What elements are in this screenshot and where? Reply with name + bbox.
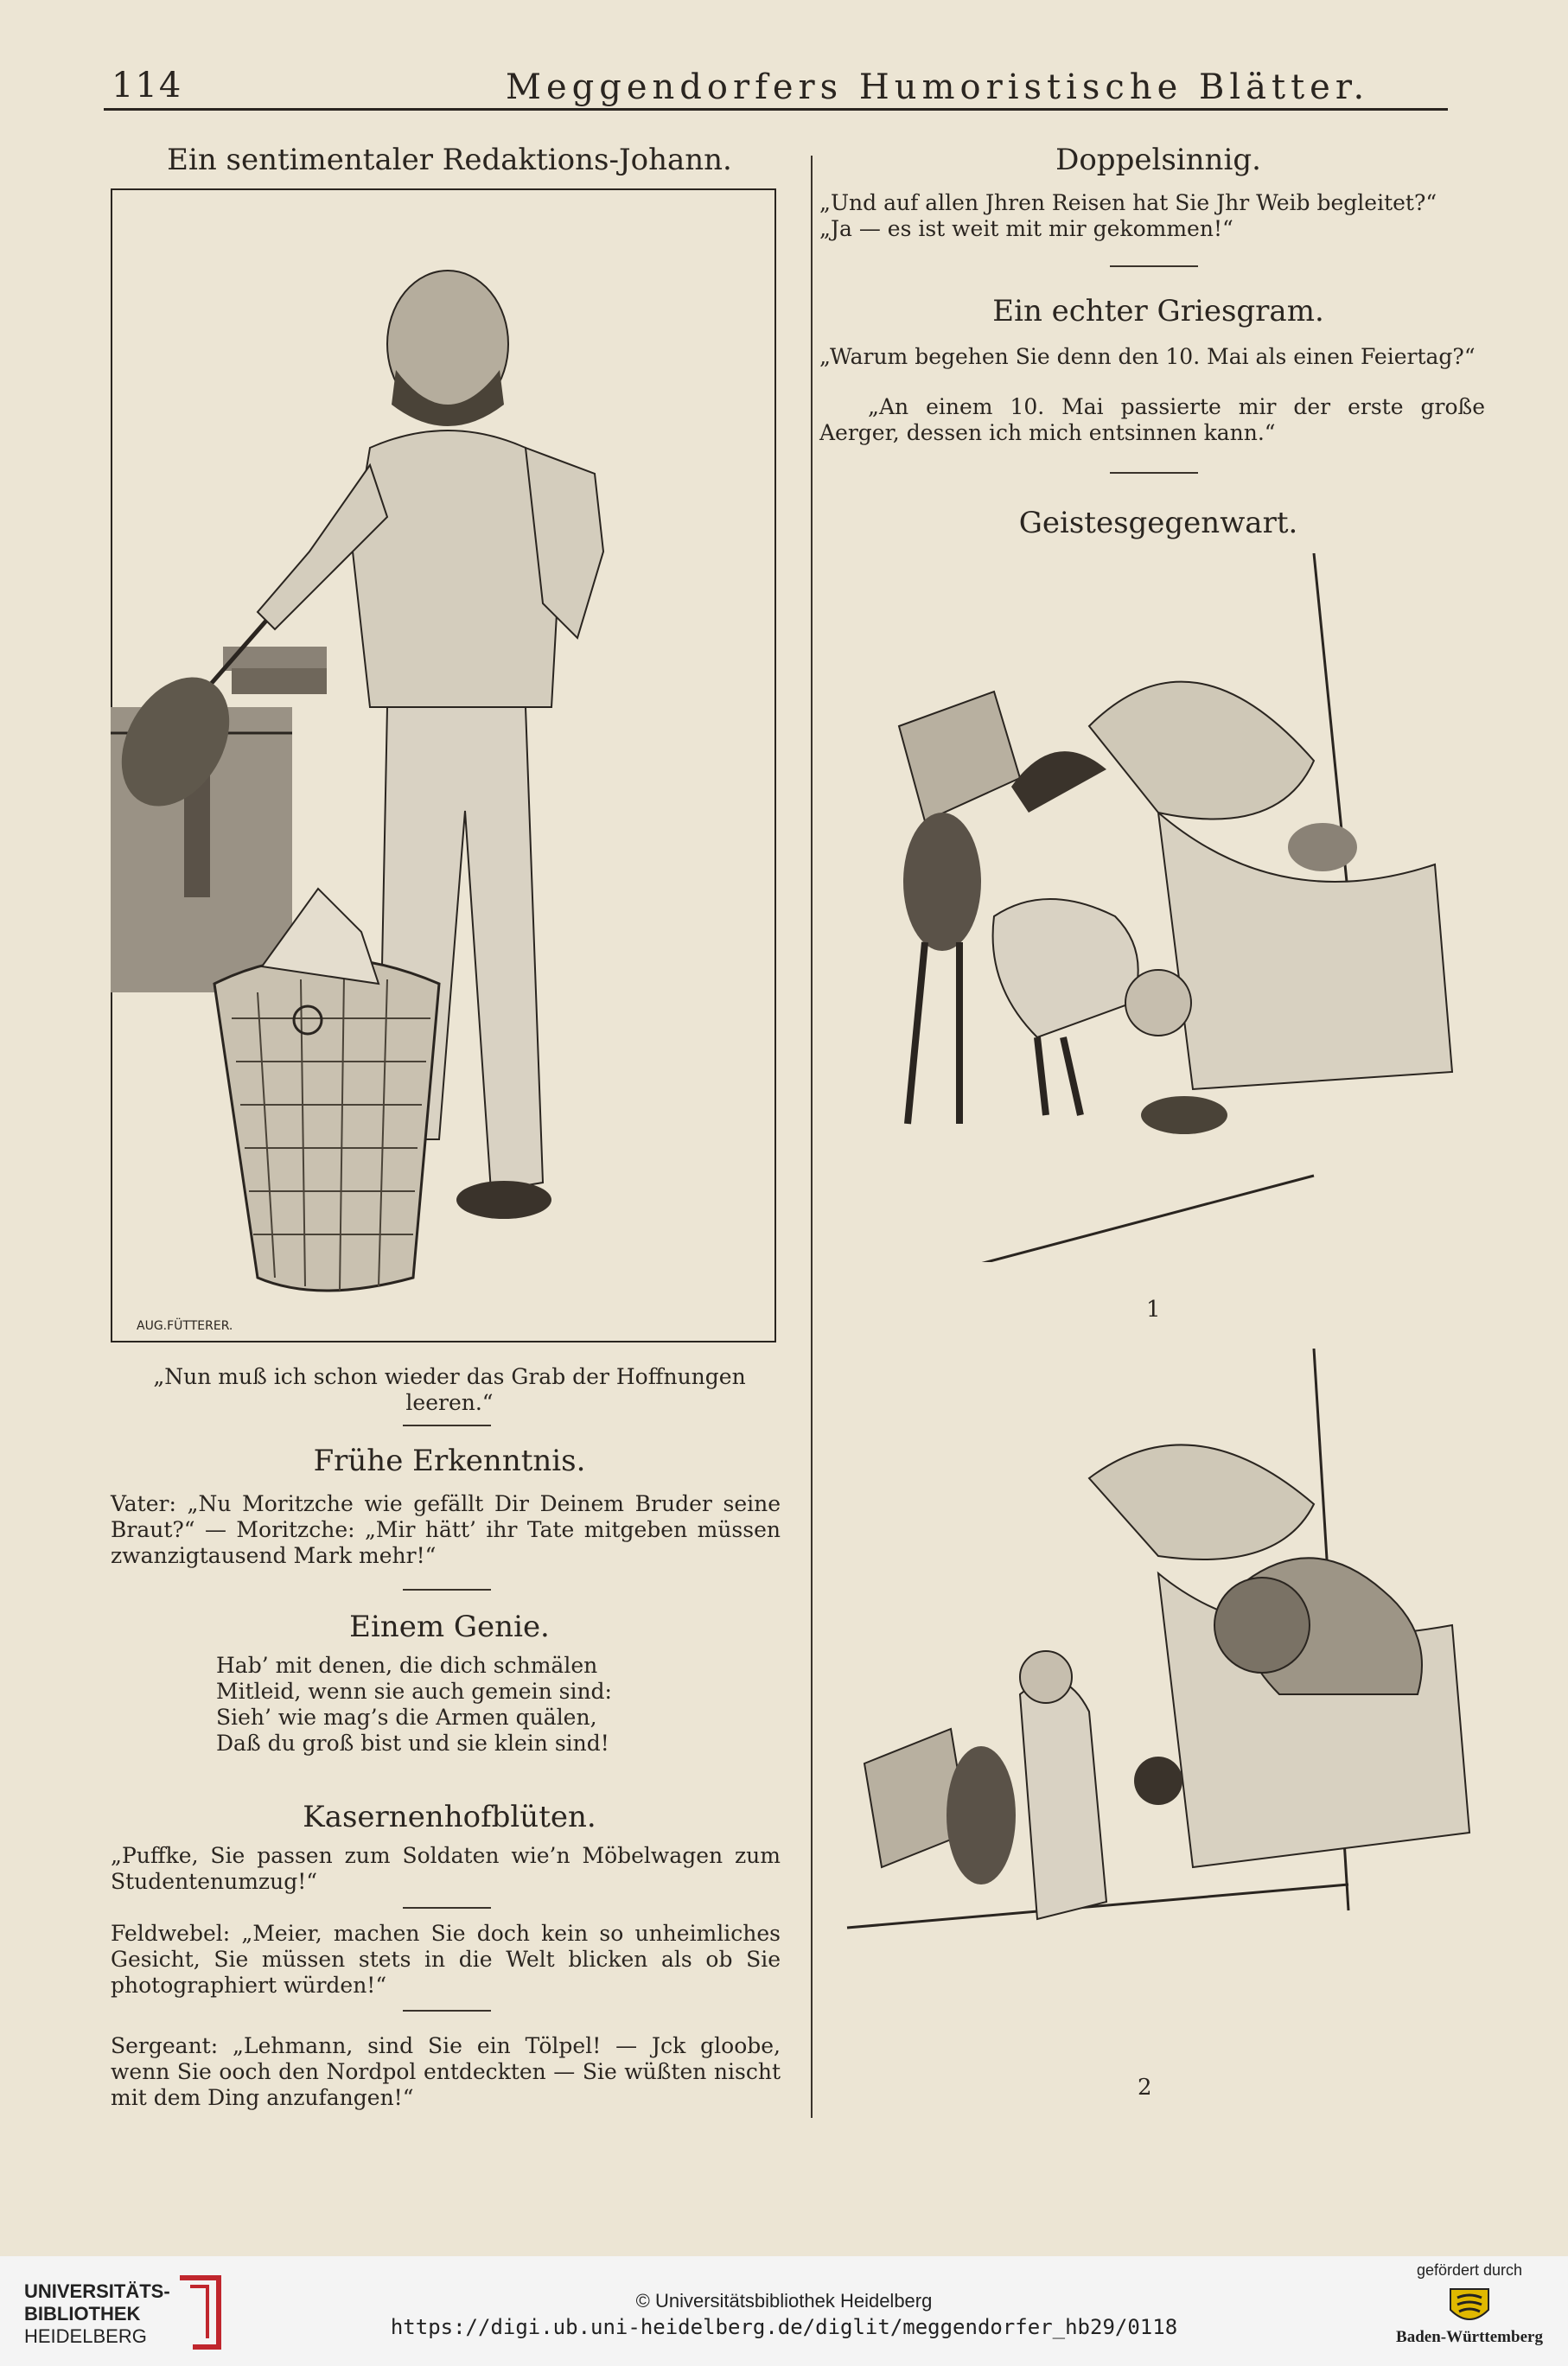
funder-name: Baden-Württemberg xyxy=(1396,2328,1543,2346)
text-line: „Und auf allen Jhren Reisen hat Sie Jhr Weib begleitet?“ xyxy=(819,190,1437,215)
page-number: 114 xyxy=(112,66,183,105)
poem-line: Daß du groß bist und sie klein sind! xyxy=(216,1731,609,1756)
section-title-fruehe-erkenntnis: Frühe Erkenntnis. xyxy=(313,1444,586,1478)
header-rule xyxy=(104,108,1448,111)
poem-line: Mitleid, wenn sie auch gemein sind: xyxy=(216,1679,612,1704)
separator xyxy=(403,2010,491,2012)
library-name-line1: UNIVERSITÄTS- xyxy=(24,2280,170,2302)
permalink[interactable]: https://digi.ub.uni-heidelberg.de/diglit/meggendorfer_hb29/0118 xyxy=(390,2315,1178,2339)
poem-einem-genie xyxy=(216,1653,700,1757)
poem-line: Sieh’ wie mag’s die Armen quälen, xyxy=(216,1705,597,1730)
baden-wuerttemberg-crest-icon xyxy=(1444,2286,1495,2329)
illustration-panel-1 xyxy=(830,553,1487,1262)
separator xyxy=(1110,472,1198,474)
section-title-kasernenhofblueten: Kasernenhofblüten. xyxy=(303,1800,596,1834)
funder-block xyxy=(1392,2261,1547,2347)
section-title-einem-genie: Einem Genie. xyxy=(349,1610,550,1644)
copyright-notice: © Universitätsbibliothek Heidelberg xyxy=(635,2290,933,2312)
column-divider xyxy=(811,156,813,2118)
separator xyxy=(403,1907,491,1909)
section-title-geistesgegenwart: Geistesgegenwart. xyxy=(1018,506,1298,540)
text-fruehe-erkenntnis: Vater: „Nu Moritzche wie gefällt Dir Deinem Bruder seine Braut?“ — Moritzche: „Mir hätt’ ihr Tate mitgeben müssen zwanzigtausend Mark mehr!“ xyxy=(111,1491,781,1568)
running-title: Meggendorfers Humoristische Blätter. xyxy=(506,67,1370,107)
library-name-line2: BIBLIOTHEK xyxy=(24,2303,141,2325)
section-title-redaktions-johann: Ein sentimentaler Redaktions-Johann. xyxy=(167,143,732,177)
illustration-redaktions-johann xyxy=(111,188,776,1342)
separator xyxy=(403,1589,491,1591)
funded-by-label: gefördert durch xyxy=(1416,2261,1523,2279)
text-doppelsinnig xyxy=(819,190,1485,242)
caption-redaktions-johann: „Nun muß ich schon wieder das Grab der Hoffnungen leeren.“ xyxy=(153,1364,746,1415)
library-name-line3: HEIDELBERG xyxy=(24,2325,147,2347)
section-title-griesgram: Ein echter Griesgram. xyxy=(992,294,1324,328)
illustration-panel-2 xyxy=(830,1349,1487,1971)
separator xyxy=(403,1425,491,1426)
text-kasernenhof-3: Sergeant: „Lehmann, sind Sie ein Tölpel! — Jck gloobe, wenn Sie ooch den Nordpol entdeckten — Sie wüßten nischt mit dem Ding anzufangen!“ xyxy=(111,2033,781,2110)
text-griesgram-2: „An einem 10. Mai passierte mir der erste große Aerger, dessen ich mich entsinnen kann.“ xyxy=(819,394,1485,445)
section-title-doppelsinnig: Doppelsinnig. xyxy=(1055,143,1261,177)
artist-signature: AUG.FÜTTERER. xyxy=(137,1319,233,1333)
text-line: „Ja — es ist weit mit mir gekommen!“ xyxy=(819,216,1233,241)
text-griesgram-1: „Warum begehen Sie denn den 10. Mai als einen Feiertag?“ xyxy=(819,344,1476,369)
text-kasernenhof-1: „Puffke, Sie passen zum Soldaten wie’n Möbelwagen zum Studentenumzug!“ xyxy=(111,1843,781,1894)
text-kasernenhof-2: Feldwebel: „Meier, machen Sie doch kein so unheimliches Gesicht, Sie müssen stets in die Welt blicken als ob Sie photographiert würden!“ xyxy=(111,1921,781,1998)
panel-label-2: 2 xyxy=(1138,2075,1152,2101)
separator xyxy=(1110,265,1198,267)
panel-label-1: 1 xyxy=(1146,1297,1161,1323)
page-header xyxy=(99,61,1448,112)
poem-line: Hab’ mit denen, die dich schmälen xyxy=(216,1653,598,1678)
